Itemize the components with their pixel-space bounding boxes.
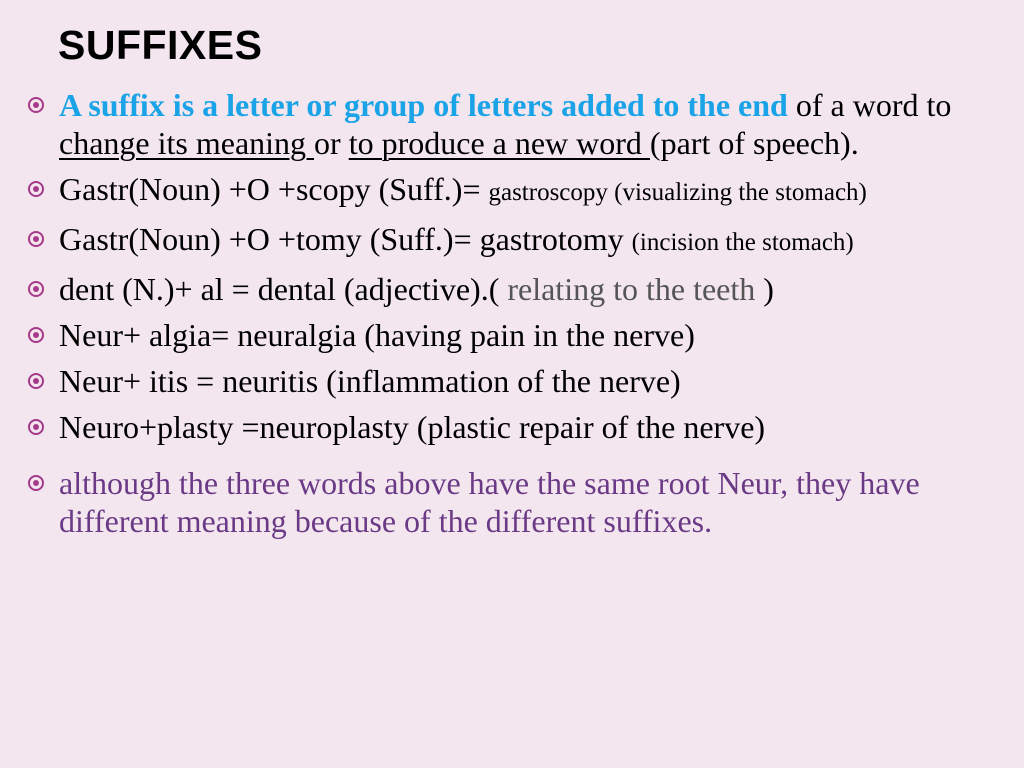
- bullet-list: [26, 86, 1001, 548]
- example-text: dent (N.)+ al = dental (adjective).(: [59, 271, 500, 307]
- bullet-icon: [28, 475, 44, 491]
- bullet-icon: [28, 327, 44, 343]
- note-text: although the three words above have the same root Neur, they have different meaning because of the different suffixes.: [59, 465, 920, 539]
- definition-bullet: [26, 86, 1001, 162]
- example-text: Gastr(Noun) +O +tomy (Suff.)= gastrotomy: [59, 221, 632, 257]
- example-bullet-gastrotomy: [26, 220, 1001, 262]
- example-text-end: ): [763, 271, 774, 307]
- bullet-icon: [28, 281, 44, 297]
- example-text: Gastr(Noun) +O +scopy (Suff.)=: [59, 171, 489, 207]
- example-bullet-neuralgia: [26, 316, 1001, 354]
- slide-title: SUFFIXES: [58, 22, 263, 68]
- bullet-icon: [28, 373, 44, 389]
- bullet-icon: [28, 231, 44, 247]
- example-bullet-dental: [26, 270, 1001, 308]
- underlined-phrase-meaning: change its meaning: [59, 125, 315, 161]
- note-bullet: [26, 464, 1001, 540]
- example-text: Neur+ algia= neuralgia (having pain in the nerve): [59, 317, 695, 353]
- example-small-text: (incision the stomach): [631, 229, 854, 256]
- example-text: Neur+ itis = neuritis (inflammation of the nerve): [59, 363, 681, 399]
- bullet-icon: [28, 97, 44, 113]
- example-small-text: gastroscopy (visualizing the stomach): [488, 179, 867, 206]
- bullet-icon: [28, 181, 44, 197]
- definition-text: (part of speech).: [649, 125, 859, 161]
- example-bullet-gastroscopy: [26, 170, 1001, 212]
- bullet-icon: [28, 419, 44, 435]
- example-bullet-neuritis: [26, 362, 1001, 400]
- example-bullet-neuroplasty: [26, 408, 1001, 446]
- underlined-phrase-new-word: to produce a new word: [348, 125, 650, 161]
- definition-text: of a word to: [787, 87, 952, 123]
- example-gray-text: relating to the teeth: [499, 271, 764, 307]
- definition-highlight: A suffix is a letter or group of letters added to the end: [59, 87, 788, 123]
- example-text: Neuro+plasty =neuroplasty (plastic repair of the nerve): [59, 409, 766, 445]
- definition-text: or: [314, 125, 349, 161]
